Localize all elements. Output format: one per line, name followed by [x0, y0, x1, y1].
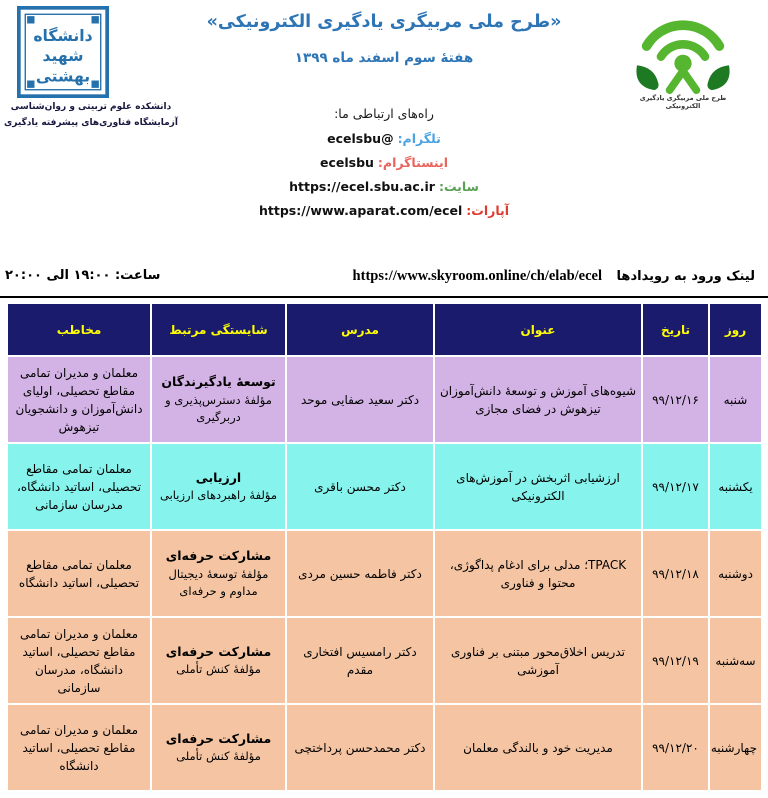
- cell-day: سه‌شنبه: [709, 617, 762, 704]
- cell-instructor: دکتر محمدحسن پرداختچی: [286, 704, 434, 791]
- divider-line: [0, 296, 768, 298]
- cell-title: ارزشیابی اثربخش در آموزش‌های الکترونیکی: [434, 443, 642, 530]
- header-audience: مخاطب: [7, 303, 151, 356]
- cell-competency: [151, 530, 286, 617]
- contact-block: [0, 106, 768, 227]
- cell-competency: [151, 443, 286, 530]
- cell-audience: معلمان تمامی مقاطع تحصیلی، اساتید دانشگاه: [7, 530, 151, 617]
- cell-title: تدریس اخلاق‌محور مبتنی بر فناوری آموزشی: [434, 617, 642, 704]
- contact-heading: راه‌های ارتباطی ما:: [334, 106, 434, 121]
- aparat-label: آپارات:: [466, 203, 510, 218]
- instagram-handle: ecelsbu: [319, 155, 374, 170]
- logo-text-2: شهید: [42, 46, 84, 66]
- cell-date: ۹۹/۱۲/۱۸: [642, 530, 709, 617]
- cell-date: ۹۹/۱۲/۱۷: [642, 443, 709, 530]
- university-logo-icon: [16, 6, 110, 98]
- schedule-table: [6, 302, 763, 792]
- cell-competency: [151, 704, 286, 791]
- cell-instructor: دکتر سعید صفایی موحد: [286, 356, 434, 443]
- header-date: تاریخ: [642, 303, 709, 356]
- website-label: سایت:: [438, 179, 479, 194]
- table-row: [7, 704, 762, 791]
- competency-component: مؤلفهٔ دسترس‌پذیری و دربرگیری: [165, 392, 272, 424]
- cell-title: شیوه‌های آموزش و توسعهٔ دانش‌آموزان تیزهوش در فضای مجازی: [434, 356, 642, 443]
- event-link-label: لینک ورود به رویدادها: [616, 269, 755, 284]
- cell-audience: معلمان تمامی مقاطع تحصیلی، اساتید دانشگاه، مدرسان سازمانی: [7, 443, 151, 530]
- cell-competency: [151, 617, 286, 704]
- cell-instructor: دکتر محسن باقری: [286, 443, 434, 530]
- cell-title: TPACK؛ مدلی برای ادغام پداگوژی، محتوا و فناوری: [434, 530, 642, 617]
- contact-instagram: [0, 155, 768, 170]
- cell-day: یکشنبه: [709, 443, 762, 530]
- schedule-body: [7, 356, 762, 791]
- header-instructor: مدرس: [286, 303, 434, 356]
- session-bar: [5, 268, 763, 292]
- elearning-wifi-person-icon: [624, 2, 742, 94]
- contact-aparat: [0, 203, 768, 218]
- competency-name: ارزیابی: [195, 469, 242, 485]
- university-logo: [16, 6, 110, 98]
- cell-instructor: دکتر فاطمه حسین مردی: [286, 530, 434, 617]
- cell-day: شنبه: [709, 356, 762, 443]
- competency-component: مؤلفهٔ راهبردهای ارزیابی: [159, 488, 277, 503]
- table-header-row: [7, 303, 762, 356]
- cell-audience: معلمان و مدیران تمامی مقاطع تحصیلی، اساتید دانشگاه: [7, 704, 151, 791]
- program-logo-caption: طرح ملی مربیگری یادگیری الکترونیکی: [639, 94, 727, 110]
- competency-name: مشارکت حرفه‌ای: [165, 730, 272, 746]
- cell-title: مدیریت خود و بالندگی معلمان: [434, 704, 642, 791]
- page-title: «طرح ملی مربیگری یادگیری الکترونیکی»: [206, 12, 562, 32]
- telegram-handle: @ecelsbu: [327, 131, 394, 146]
- competency-name: مشارکت حرفه‌ای: [165, 547, 272, 563]
- competency-component: مؤلفهٔ کنش تأملی: [176, 749, 261, 764]
- program-logo: [624, 2, 742, 110]
- aparat-url[interactable]: https://www.aparat.com/ecel: [258, 203, 463, 218]
- table-row: [7, 530, 762, 617]
- cell-audience: معلمان و مدیران تمامی مقاطع تحصیلی، اساتید دانشگاه، مدرسان سازمانی: [7, 617, 151, 704]
- cell-date: ۹۹/۱۲/۱۹: [642, 617, 709, 704]
- table-row: [7, 443, 762, 530]
- telegram-label: تلگرام:: [397, 131, 441, 146]
- website-url[interactable]: https://ecel.sbu.ac.ir: [289, 179, 435, 194]
- title-block: [150, 12, 618, 66]
- cell-audience: معلمان و مدیران تمامی مقاطع تحصیلی، اولیای دانش‌آموزان و دانشجویان تیزهوش: [7, 356, 151, 443]
- competency-name: مشارکت حرفه‌ای: [165, 643, 272, 659]
- table-row: [7, 617, 762, 704]
- competency-component: مؤلفهٔ توسعهٔ دیجیتال مداوم و حرفه‌ای: [168, 566, 269, 598]
- faculty-name: دانشکده علوم تربیتی و روان‌شناسی: [10, 102, 172, 112]
- contact-website: [0, 179, 768, 194]
- cell-day: دوشنبه: [709, 530, 762, 617]
- page-subtitle: هفتهٔ سوم اسفند ماه ۱۳۹۹: [294, 50, 474, 66]
- competency-component: مؤلفهٔ کنش تأملی: [176, 662, 261, 677]
- competency-name: توسعهٔ یادگیرندگان: [161, 373, 276, 389]
- contact-telegram: [0, 131, 768, 146]
- table-row: [7, 356, 762, 443]
- cell-date: ۹۹/۱۲/۲۰: [642, 704, 709, 791]
- cell-day: چهارشنبه: [709, 704, 762, 791]
- cell-competency: [151, 356, 286, 443]
- header-title: عنوان: [434, 303, 642, 356]
- header-competency: شایستگی مرتبط: [151, 303, 286, 356]
- session-time: ساعت: ۱۹:۰۰ الی ۲۰:۰۰: [5, 268, 161, 283]
- session-link-row: [353, 268, 755, 285]
- logo-text-3: بهشتی: [35, 66, 91, 86]
- header-day: روز: [709, 303, 762, 356]
- cell-date: ۹۹/۱۲/۱۶: [642, 356, 709, 443]
- lab-name: آزمایشگاه فناوری‌های پیشرفته یادگیری: [4, 118, 178, 128]
- event-link-url[interactable]: https://www.skyroom.online/ch/elab/ecel: [352, 268, 603, 284]
- logo-text-1: دانشگاه: [33, 25, 93, 45]
- instagram-label: اینستاگرام:: [377, 155, 448, 170]
- cell-instructor: دکتر رامسیس افتخاری مقدم: [286, 617, 434, 704]
